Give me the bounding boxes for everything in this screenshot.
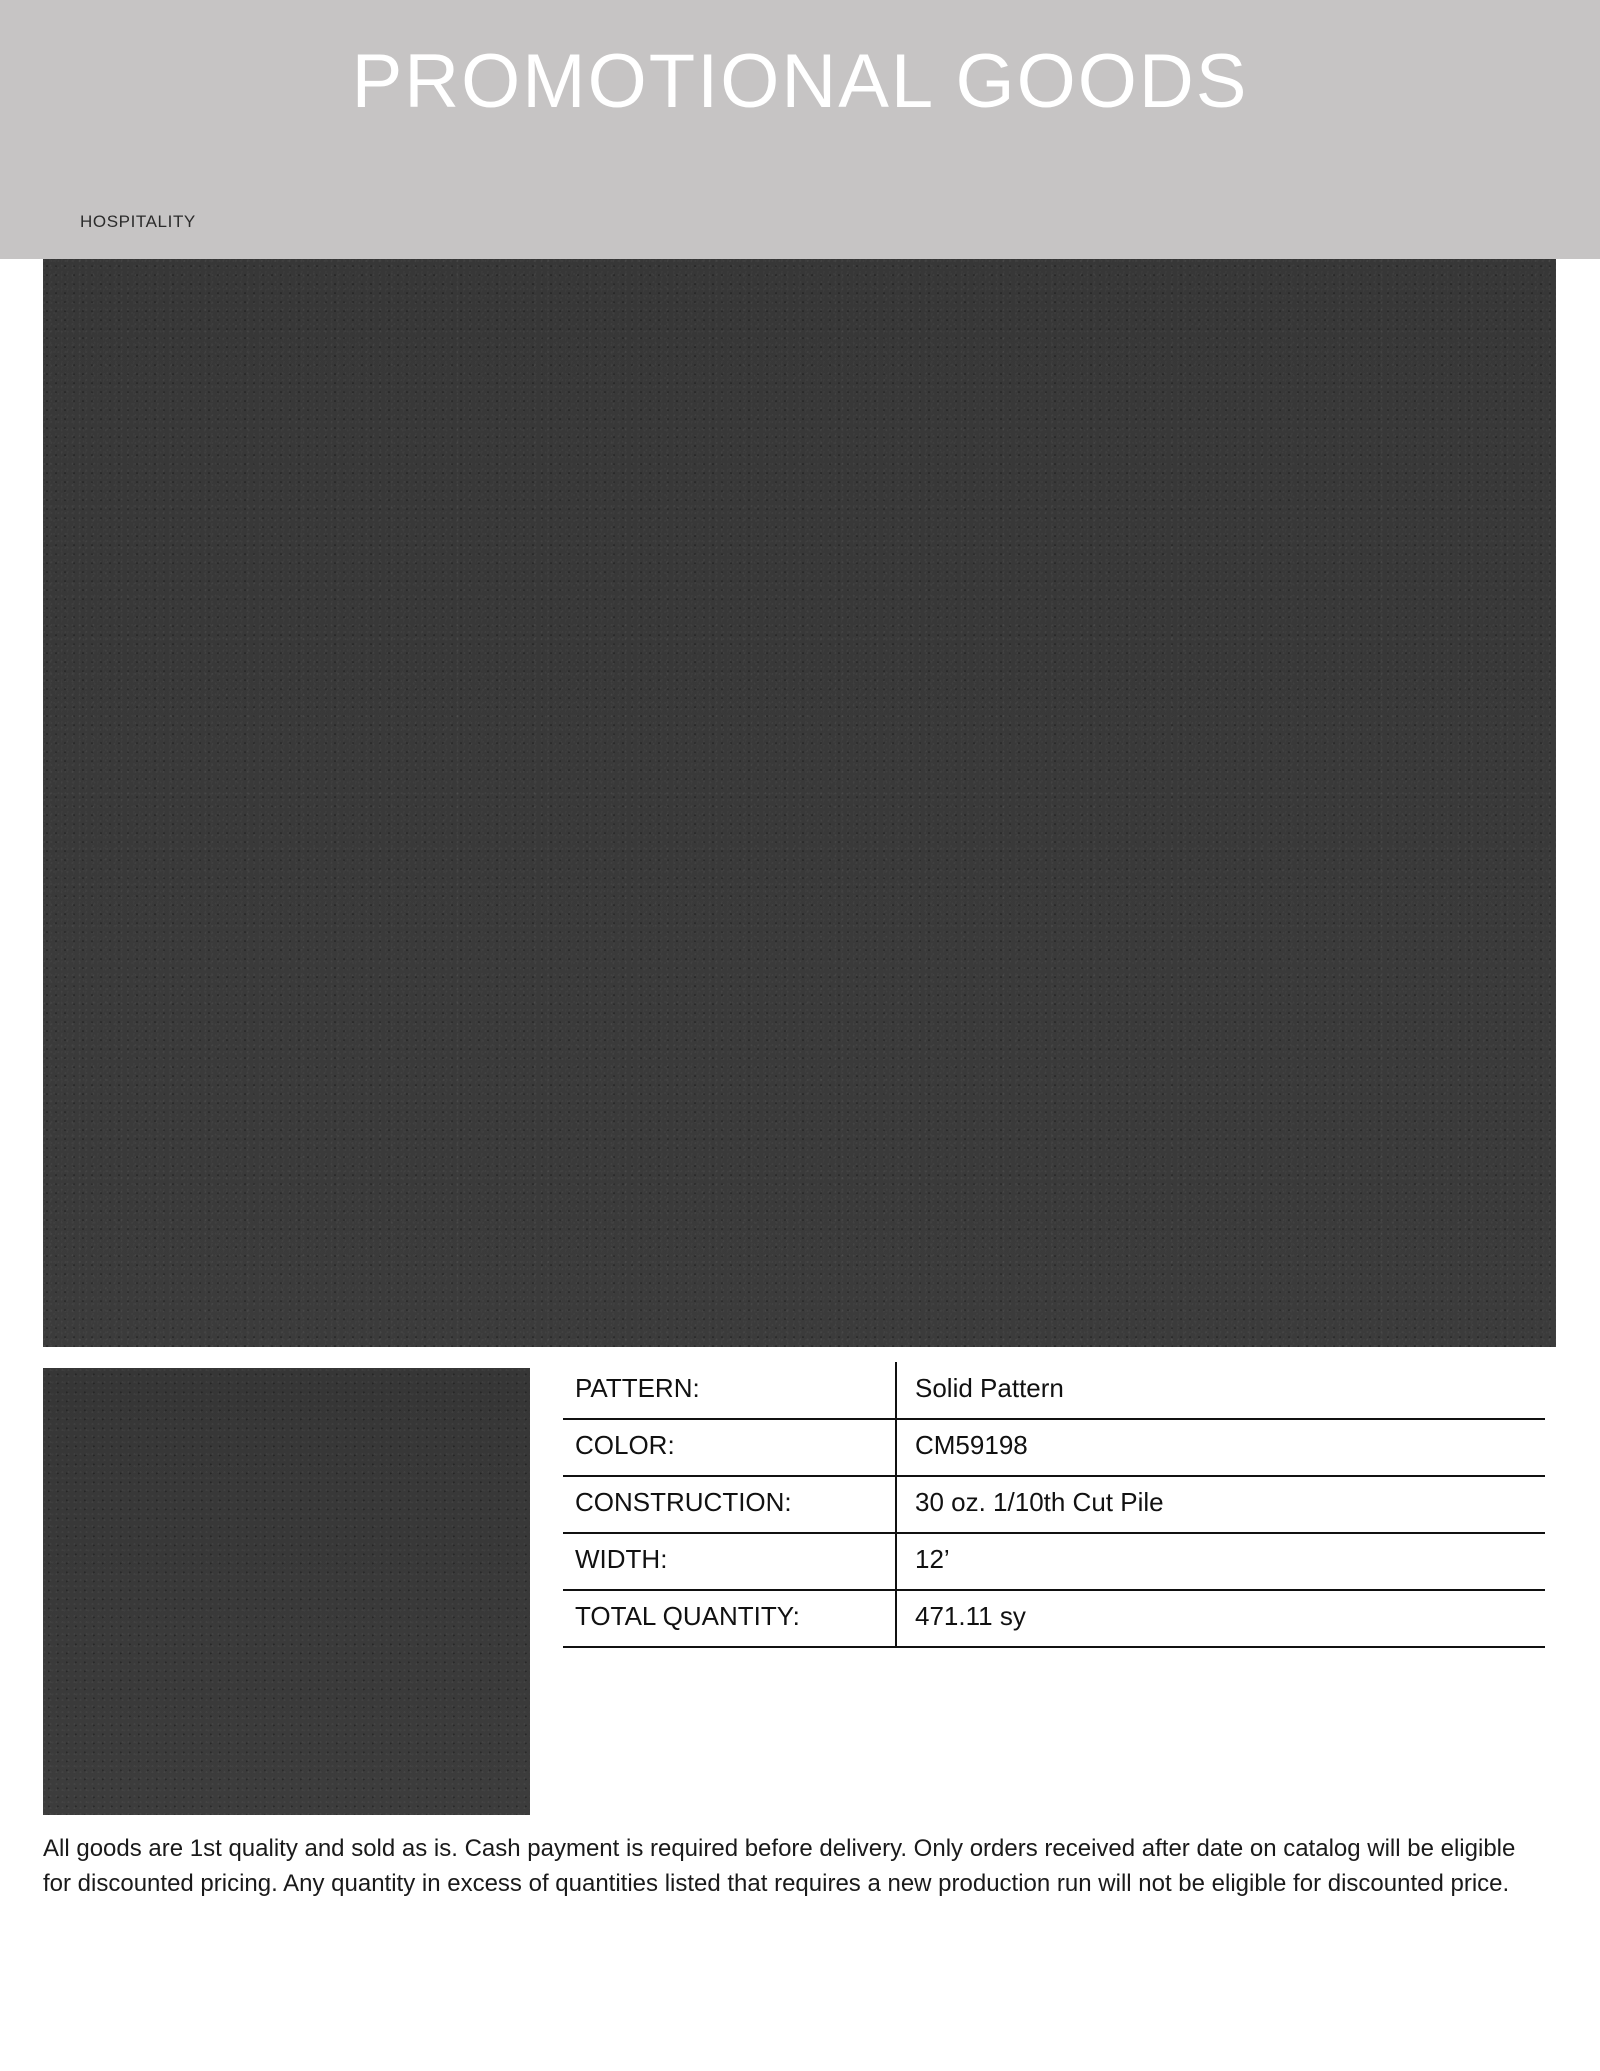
table-row: [563, 1419, 1545, 1476]
spec-value-total-quantity: 471.11 sy: [896, 1590, 1545, 1647]
spec-value-pattern: Solid Pattern: [896, 1362, 1545, 1419]
specification-table: [563, 1362, 1545, 1648]
spec-label-width: WIDTH:: [563, 1533, 896, 1590]
table-row: [563, 1476, 1545, 1533]
spec-value-width: 12’: [896, 1533, 1545, 1590]
spec-label-color: COLOR:: [563, 1419, 896, 1476]
table-row: [563, 1362, 1545, 1419]
table-row: [563, 1590, 1545, 1647]
product-hero-image: [43, 259, 1556, 1347]
disclaimer-text: All goods are 1st quality and sold as is. Cash payment is required before delivery. Only orders received after date on catalog will be eligible for discounted pricing. Any quantity in excess of quantities listed that requires a new production run will not be eligible for discounted price.: [43, 1835, 1516, 1897]
page-title: PROMOTIONAL GOODS: [351, 39, 1249, 124]
page-header-band: [0, 0, 1600, 259]
product-swatch-image: [43, 1368, 530, 1815]
table-row: [563, 1533, 1545, 1590]
spec-label-pattern: PATTERN:: [563, 1362, 896, 1419]
spec-label-construction: CONSTRUCTION:: [563, 1476, 896, 1533]
spec-label-total-quantity: TOTAL QUANTITY:: [563, 1590, 896, 1647]
category-label: HOSPITALITY: [80, 212, 196, 231]
spec-value-construction: 30 oz. 1/10th Cut Pile: [896, 1476, 1545, 1533]
spec-value-color: CM59198: [896, 1419, 1545, 1476]
